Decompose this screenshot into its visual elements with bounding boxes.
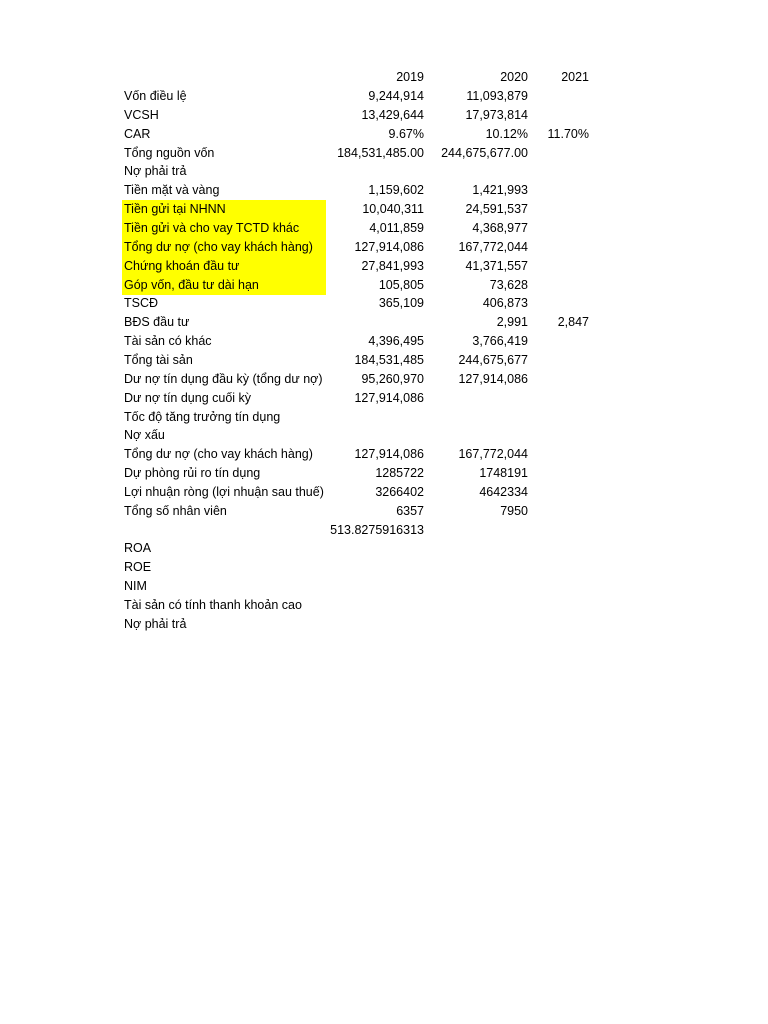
row-label[interactable]: Vốn điều lệ — [124, 89, 187, 103]
value-2021[interactable] — [530, 483, 589, 502]
value-2021[interactable] — [530, 294, 589, 313]
value-2021[interactable] — [530, 389, 589, 408]
row-label[interactable]: Tổng tài sản — [124, 352, 193, 367]
value-2021[interactable] — [530, 408, 589, 427]
value-2019[interactable] — [320, 615, 424, 634]
table-row — [0, 502, 768, 521]
value-2021[interactable] — [530, 181, 589, 200]
value-2020[interactable] — [420, 596, 528, 615]
value-2020[interactable] — [420, 162, 528, 181]
row-label[interactable]: Chứng khoán đầu tư — [124, 258, 240, 273]
row-label[interactable]: Dư nợ tín dụng cuối kỳ — [124, 390, 252, 405]
row-label[interactable]: Tốc độ tăng trưởng tín dụng — [124, 409, 281, 424]
table-row — [0, 596, 768, 615]
row-label[interactable]: BĐS đầu tư — [124, 315, 190, 330]
table-row — [0, 144, 768, 163]
table-row — [0, 106, 768, 125]
value-2020[interactable]: 2,991 — [496, 315, 528, 330]
value-2021[interactable] — [530, 276, 589, 295]
value-2020[interactable]: 4642334 — [479, 484, 528, 499]
row-label[interactable]: ROA — [124, 541, 152, 556]
value-2020[interactable] — [420, 577, 528, 596]
value-2019[interactable]: 365,109 — [378, 296, 424, 311]
header-row — [0, 68, 768, 87]
value-2020[interactable]: 167,772,044 — [458, 447, 528, 462]
table-row — [0, 408, 768, 427]
value-2020[interactable] — [420, 539, 528, 558]
value-2019[interactable]: 27,841,993 — [361, 258, 424, 273]
value-2019[interactable] — [320, 313, 424, 332]
value-2021[interactable] — [530, 238, 589, 257]
value-2020[interactable]: 41,371,557 — [465, 258, 528, 273]
table-row — [0, 332, 768, 351]
table-row — [0, 181, 768, 200]
value-2021[interactable] — [530, 332, 589, 351]
value-2020[interactable] — [420, 426, 528, 445]
value-2020[interactable]: 7950 — [500, 503, 528, 518]
value-2020[interactable] — [420, 389, 528, 408]
value-2021[interactable] — [530, 464, 589, 483]
value-2019[interactable]: 184,531,485.00 — [337, 145, 424, 160]
value-2019[interactable]: 513.8275916313 — [330, 522, 424, 537]
row-label[interactable]: Nợ phải trả — [124, 164, 187, 179]
value-2021[interactable] — [530, 577, 589, 596]
table-row — [0, 200, 768, 219]
value-2020[interactable]: 3,766,419 — [472, 334, 528, 349]
row-label[interactable]: Dự phòng rủi ro tín dụng — [124, 466, 261, 480]
table-row — [0, 125, 768, 144]
table-row — [0, 426, 768, 445]
value-2020[interactable]: 244,675,677 — [458, 352, 528, 367]
value-2020[interactable]: 17,973,814 — [465, 107, 528, 122]
value-2021[interactable] — [530, 502, 589, 521]
row-label[interactable]: Lợi nhuận ròng (lợi nhuận sau thuế) — [124, 484, 324, 499]
value-2019[interactable]: 1285722 — [375, 466, 424, 480]
value-2020[interactable]: 73,628 — [489, 277, 528, 292]
row-label[interactable]: Tổng số nhân viên — [124, 503, 227, 518]
value-2021[interactable] — [530, 87, 589, 106]
row-label[interactable]: CAR — [124, 126, 151, 141]
value-2020[interactable]: 10.12% — [485, 126, 528, 141]
table-row — [0, 257, 768, 276]
value-2021[interactable] — [530, 596, 589, 615]
value-2019[interactable] — [320, 162, 424, 181]
value-2020[interactable] — [420, 408, 528, 427]
value-2020[interactable]: 4,368,977 — [472, 221, 528, 235]
row-label[interactable]: Tổng dư nợ (cho vay khách hàng) — [124, 447, 313, 462]
value-2020[interactable]: 11,093,879 — [466, 89, 528, 103]
table-row — [0, 370, 768, 389]
value-2019[interactable] — [320, 539, 424, 558]
value-2021[interactable] — [530, 521, 589, 540]
value-2019[interactable]: 4,011,859 — [369, 221, 424, 235]
value-2019[interactable] — [320, 426, 424, 445]
value-2020[interactable]: 244,675,677.00 — [441, 145, 528, 160]
value-2021[interactable] — [530, 219, 589, 238]
value-2020[interactable] — [420, 558, 528, 577]
value-2019[interactable]: 4,396,495 — [368, 334, 424, 349]
value-2019[interactable]: 105,805 — [378, 277, 424, 292]
value-2019[interactable]: 9,244,914 — [368, 89, 424, 103]
value-2021[interactable] — [530, 558, 589, 577]
table-row — [0, 162, 768, 181]
row-label[interactable]: Tổng dư nợ (cho vay khách hàng) — [124, 239, 313, 254]
value-2019[interactable]: 6357 — [396, 503, 424, 518]
value-2019[interactable]: 127,914,086 — [354, 239, 424, 254]
value-2021[interactable] — [530, 539, 589, 558]
value-2019[interactable]: 1,159,602 — [368, 183, 424, 198]
value-2021[interactable]: 2,847 — [557, 315, 589, 330]
row-label[interactable]: Tiền mặt và vàng — [124, 183, 220, 198]
table-row — [0, 483, 768, 502]
row-label[interactable]: Tài sản có tính thanh khoản cao — [124, 598, 302, 612]
value-2019[interactable]: 13,429,644 — [361, 107, 424, 122]
table-row — [0, 219, 768, 238]
value-2019[interactable] — [320, 577, 424, 596]
value-2019[interactable] — [320, 408, 424, 427]
row-label[interactable]: Dư nợ tín dụng đầu kỳ (tổng dư nợ) — [124, 371, 323, 386]
row-label[interactable]: TSCĐ — [124, 296, 159, 311]
value-2019[interactable]: 127,914,086 — [354, 390, 424, 405]
value-2020[interactable] — [420, 521, 528, 540]
row-label[interactable]: Nợ xấu — [124, 428, 165, 443]
row-label[interactable]: NIM — [124, 579, 147, 594]
header-2019[interactable]: 2019 — [396, 70, 424, 84]
table-row — [0, 539, 768, 558]
value-2019[interactable]: 10,040,311 — [362, 202, 424, 217]
value-2020[interactable]: 406,873 — [482, 296, 528, 311]
value-2020[interactable]: 1,421,993 — [472, 183, 528, 198]
row-label[interactable]: Tiền gửi tại NHNN — [124, 202, 226, 217]
value-2019[interactable]: 127,914,086 — [354, 447, 424, 462]
value-2019[interactable] — [320, 596, 424, 615]
value-2021[interactable] — [530, 106, 589, 125]
table-row — [0, 313, 768, 332]
table-row — [0, 558, 768, 577]
table-row — [0, 389, 768, 408]
table-row — [0, 238, 768, 257]
table-row — [0, 577, 768, 596]
value-2019[interactable]: 3266402 — [375, 484, 424, 499]
value-2021[interactable] — [530, 200, 589, 219]
value-2021[interactable] — [530, 162, 589, 181]
header-2021[interactable]: 2021 — [561, 70, 589, 84]
value-2020[interactable] — [420, 615, 528, 634]
value-2021[interactable] — [530, 370, 589, 389]
table-row — [0, 464, 768, 483]
table-row — [0, 351, 768, 370]
value-2021[interactable] — [530, 445, 589, 464]
table-row — [0, 615, 768, 634]
value-2021[interactable]: 11.70% — [547, 126, 589, 141]
value-2021[interactable] — [530, 351, 589, 370]
header-2020[interactable]: 2020 — [500, 70, 528, 84]
table-row — [0, 521, 768, 540]
table-row — [0, 276, 768, 295]
row-label[interactable]: ROE — [124, 560, 152, 575]
value-2019[interactable]: 9.67% — [388, 126, 424, 141]
value-2020[interactable]: 167,772,044 — [458, 239, 528, 254]
value-2021[interactable] — [530, 615, 589, 634]
value-2021[interactable] — [530, 144, 589, 163]
value-2020[interactable]: 127,914,086 — [458, 371, 528, 386]
row-label[interactable]: VCSH — [124, 107, 159, 122]
value-2019[interactable]: 95,260,970 — [361, 371, 424, 386]
row-label[interactable]: Tổng nguồn vốn — [124, 145, 215, 160]
table-row — [0, 294, 768, 313]
row-label[interactable] — [124, 521, 329, 540]
row-label[interactable]: Tài sản có khác — [124, 334, 212, 349]
row-label[interactable]: Góp vốn, đầu tư dài hạn — [124, 277, 259, 292]
value-2021[interactable] — [530, 257, 589, 276]
table-row — [0, 87, 768, 106]
row-label[interactable]: Tiền gửi và cho vay TCTD khác — [124, 221, 300, 235]
value-2021[interactable] — [530, 426, 589, 445]
value-2019[interactable]: 184,531,485 — [354, 352, 424, 367]
value-2019[interactable] — [320, 558, 424, 577]
table-row — [0, 445, 768, 464]
row-label[interactable]: Nợ phải trả — [124, 616, 187, 631]
value-2020[interactable]: 1748191 — [479, 466, 528, 480]
value-2020[interactable]: 24,591,537 — [465, 202, 528, 217]
